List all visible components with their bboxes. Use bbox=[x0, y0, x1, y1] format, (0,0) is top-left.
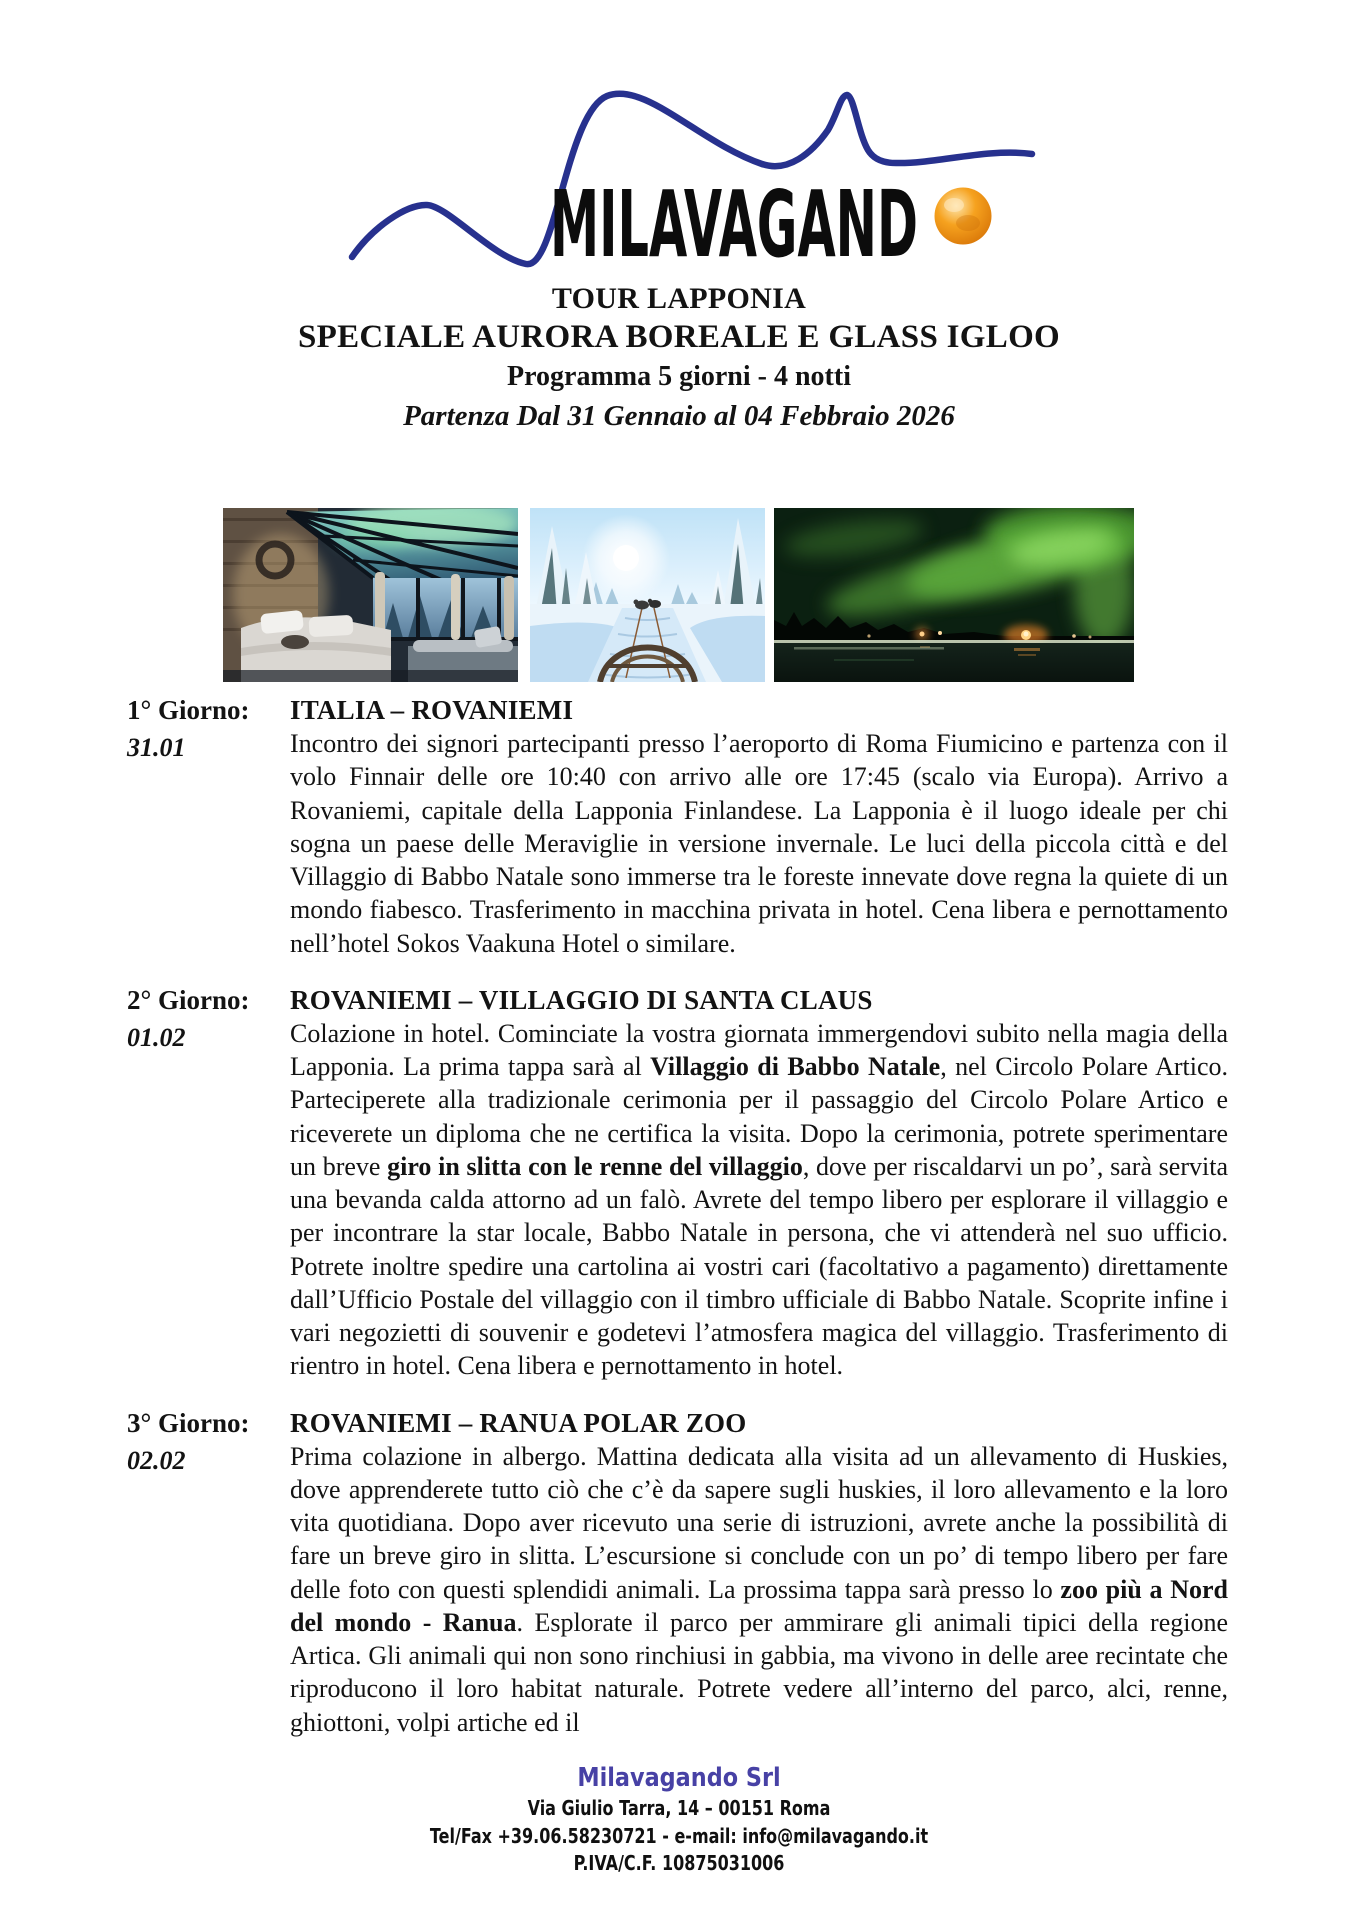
tour-program: Programma 5 giorni - 4 notti bbox=[507, 361, 851, 392]
day-1-body bbox=[290, 694, 1228, 960]
day-section-2 bbox=[127, 984, 1228, 1383]
tour-title: TOUR LAPPONIA bbox=[551, 282, 807, 315]
day-2-date: 01.02 bbox=[127, 1022, 186, 1052]
day-3-heading: ROVANIEMI – RANUA POLAR ZOO bbox=[290, 1407, 747, 1438]
itinerary bbox=[127, 694, 1228, 1763]
day-2-label: 2° Giorno: bbox=[127, 984, 250, 1015]
day-section-1 bbox=[127, 694, 1228, 960]
footer-vat: P.IVA/C.F. 10875031006 bbox=[573, 1851, 785, 1875]
day-3-label: 3° Giorno: bbox=[127, 1407, 250, 1438]
day-3-date: 02.02 bbox=[127, 1445, 186, 1475]
day-3-body bbox=[290, 1407, 1228, 1739]
day-2-heading: ROVANIEMI – VILLAGGIO DI SANTA CLAUS bbox=[290, 984, 873, 1015]
tour-subtitle: SPECIALE AURORA BOREALE E GLASS IGLOO bbox=[297, 319, 1061, 355]
footer-address: Via Giulio Tarra, 14 – 00151 Roma bbox=[527, 1796, 831, 1820]
day-2-body bbox=[290, 984, 1228, 1383]
day-2-paragraph: Colazione in hotel. Cominciate la vostra giornata immergendovi subito nella magia della Lapponia. La prima tappa sarà al Villaggio di Babbo Natale, nel Circolo Polare Artico. Parteciperete alla tradizionale cerimonia per il passaggio del Circolo Polare Artico e riceverete un diploma che ne certifica la visita. Dopo la cerimonia, potrete sperimentare un breve giro in slitta con le renne del villaggio, dove per riscaldarvi un po’, sarà servita una bevanda calda attorno ad un falò. Avrete del tempo libero per esplorare il villaggio e per incontrare la star locale, Babbo Natale in persona, che vi attenderà nel suo ufficio. Potrete inoltre spedire una cartolina ai vostri cari (facoltativo a pagamento) direttamente dall’Ufficio Postale del villaggio con il timbro ufficiale di Babbo Natale. Scoprite infine i vari negozietti di souvenir e godetevi l’atmosfera magica del villaggio. Trasferimento di rientro in hotel. Cena libera e pernottamento in hotel. bbox=[290, 1018, 1228, 1381]
photo-aurora-lake bbox=[774, 508, 1134, 682]
glass-igloo-illustration bbox=[223, 508, 518, 682]
logo-wordmark: MILAVAGAND bbox=[550, 171, 918, 278]
day-1-label-column bbox=[127, 694, 290, 960]
footer-company: Milavagando Srl bbox=[577, 1763, 781, 1793]
aurora-illustration bbox=[774, 508, 1134, 682]
day-1-paragraph: Incontro dei signori partecipanti presso l’aeroporto di Roma Fiumicino e partenza con il volo Finnair delle ore 10:40 con arrivo alle ore 17:45 (scalo via Europa). Arrivo a Rovaniemi, capitale della Lapponia Finlandese. La Lapponia è il luogo ideale per chi sogna un paese delle Meraviglie in versione invernale. Le luci della piccola città e del Villaggio di Babbo Natale sono immerse tra le foreste innevate dove regna la quiete di un mondo fiabesco. Trasferimento in macchina privata in hotel. Cena libera e pernottamento nell’hotel Sokos Vaakuna Hotel o similare. bbox=[290, 729, 1228, 958]
globe-icon bbox=[935, 188, 992, 245]
day-section-3 bbox=[127, 1407, 1228, 1739]
photo-husky-sled bbox=[530, 508, 765, 682]
day-1-label: 1° Giorno: bbox=[127, 695, 250, 725]
day-1-date: 31.01 bbox=[127, 733, 186, 762]
day-3-label-column bbox=[127, 1407, 290, 1739]
photo-glass-igloo bbox=[223, 508, 518, 682]
day-3-paragraph: Prima colazione in albergo. Mattina dedicata alla visita ad un allevamento di Huskies, dove apprenderete tutto ciò che c’è da sapere sugli huskies, il loro allevamento e la loro vita quotidiana. Dopo aver ricevuto una serie di istruzioni, avrete anche la possibilità di fare un breve giro in slitta. L’escursione si conclude con un po’ di tempo libero per fare delle foto con questi splendidi animali. La prossima tappa sarà presso lo zoo più a Nord del mondo - Ranua. Esplorate il parco per ammirare gli animali tipici della regione Artica. Gli animali qui non sono rinchiusi in gabbia, ma vivono in delle aree recintate che riproducono il loro habitat naturale. Potrete vedere all’interno del parco, alci, renne, ghiottoni, volpi artiche ed il bbox=[290, 1441, 1228, 1737]
day-2-label-column bbox=[127, 984, 290, 1383]
tour-departure: Partenza Dal 31 Gennaio al 04 Febbraio 2026 bbox=[403, 400, 955, 432]
day-1-heading: ITALIA – ROVANIEMI bbox=[290, 695, 574, 725]
milavagando-logo bbox=[0, 58, 1358, 310]
husky-sled-illustration bbox=[530, 508, 765, 682]
title-block bbox=[0, 280, 1358, 436]
footer bbox=[0, 1761, 1358, 1878]
photo-strip bbox=[223, 508, 1134, 682]
footer-contacts: Tel/Fax +39.06.58230721 - e-mail: info@milavagando.it bbox=[429, 1823, 929, 1848]
